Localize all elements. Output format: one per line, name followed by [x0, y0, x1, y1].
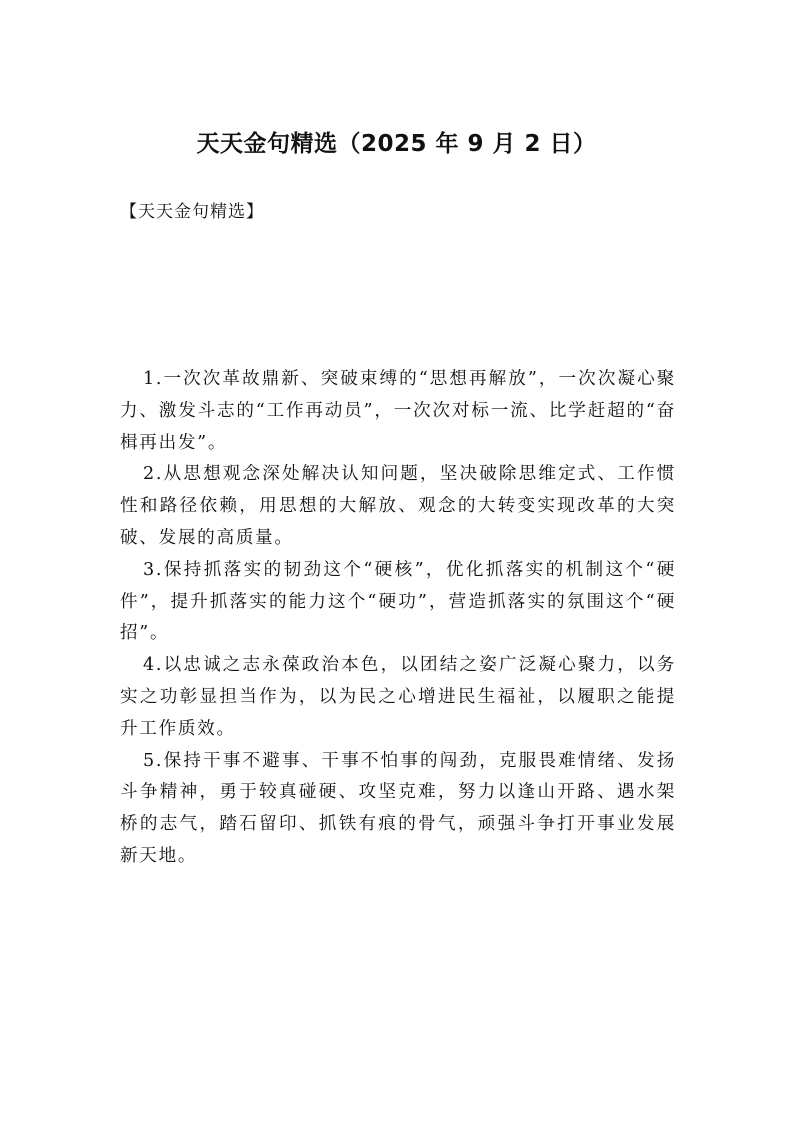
quote-paragraph-5: 5.保持干事不避事、干事不怕事的闯劲，克服畏难情绪、发扬斗争精神，勇于较真碰硬、攻坚克难，努力以逢山开路、遇水架桥的志气，踏石留印、抓铁有痕的骨气，顽强斗争打开事业发展新天地。: [120, 750, 676, 866]
quote-paragraph-4: 4.以忠诚之志永葆政治本色，以团结之姿广泛凝心聚力，以务实之功彰显担当作为，以为民之心增进民生福祉，以履职之能提升工作质效。: [120, 655, 676, 739]
quote-paragraph-3: 3.保持抓落实的韧劲这个“硬核”，优化抓落实的机制这个“硬件”，提升抓落实的能力这个“硬功”，营造抓落实的氛围这个“硬招”。: [120, 559, 676, 644]
document-title: 天天金句精选（2025 年 9 月 2 日）: [196, 131, 597, 157]
document-body: [120, 364, 676, 873]
quote-paragraph-2: 2.从思想观念深处解决认知问题，坚决破除思维定式、工作惯性和路径依赖，用思想的大解放、观念的大转变实现改革的大突破、发展的高质量。: [120, 464, 676, 548]
section-label: 【天天金句精选】: [120, 202, 264, 222]
quote-paragraph-1: 1.一次次革故鼎新、突破束缚的“思想再解放”，一次次凝心聚力、激发斗志的“工作再动员”，一次次对标一流、比学赶超的“奋楫再出发”。: [120, 369, 676, 453]
